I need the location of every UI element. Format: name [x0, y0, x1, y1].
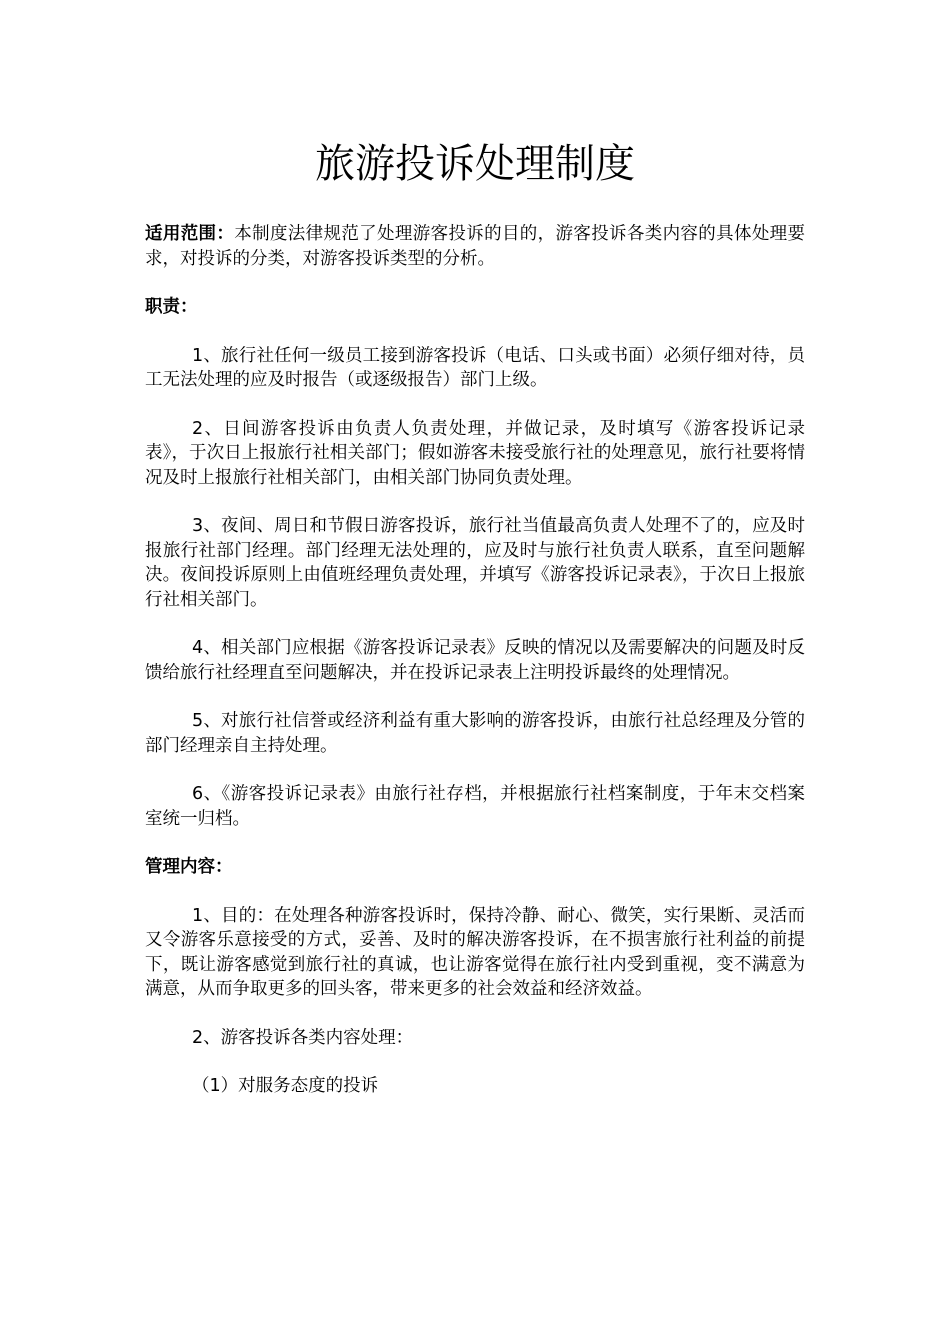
management-item-2: 2、游客投诉各类内容处理： — [192, 1027, 414, 1048]
duties-heading: 职责： — [145, 297, 198, 317]
duty-item-1: 1、旅行社任何一级员工接到游客投诉（电话、口头或书面）必须仔细对待，员工无法处理的应及时报告（或逐级报告）部门上级。 — [145, 345, 805, 390]
management-item-1: 1、目的：在处理各种游客投诉时，保持冷静、耐心、微笑，实行果断、灵活而又令游客乐意接受的方式，妥善、及时的解决游客投诉，在不损害旅行社利益的前提下，既让游客感觉到旅行社的真诚，也让游客觉得在旅行社内受到重视，变不满意为满意，从而争取更多的回头客，带来更多的社会效益和经济效益。 — [145, 905, 805, 999]
scope-label: 适用范围： — [145, 224, 235, 244]
duty-item-2: 2、日间游客投诉由负责人负责处理，并做记录，及时填写《游客投诉记录表》，于次日上报旅行社相关部门；假如游客未接受旅行社的处理意见，旅行社要将情况及时上报旅行社相关部门，由相关部门协同负责处理。 — [145, 418, 805, 488]
scope-text: 本制度法律规范了处理游客投诉的目的，游客投诉各类内容的具体处理要求，对投诉的分类，对游客投诉类型的分析。 — [145, 224, 806, 269]
duty-item-6: 6、《游客投诉记录表》由旅行社存档，并根据旅行社档案制度，于年末交档案室统一归档。 — [145, 784, 805, 829]
management-item-3: （1）对服务态度的投诉 — [192, 1076, 379, 1096]
scope-paragraph — [145, 222, 805, 271]
duty-item-3: 3、夜间、周日和节假日游客投诉，旅行社当值最高负责人处理不了的，应及时报旅行社部门经理。部门经理无法处理的，应及时与旅行社负责人联系，直至问题解决。夜间投诉原则上由值班经理负责处理，并填写《游客投诉记录表》，于次日上报旅行社相关部门。 — [145, 516, 805, 610]
duty-item-5: 5、对旅行社信誉或经济利益有重大影响的游客投诉，由旅行社总经理及分管的部门经理亲自主持处理。 — [145, 711, 805, 756]
document-title: 旅游投诉处理制度 — [315, 141, 635, 187]
duty-item-4: 4、相关部门应根据《游客投诉记录表》反映的情况以及需要解决的问题及时反馈给旅行社经理直至问题解决，并在投诉记录表上注明投诉最终的处理情况。 — [145, 638, 805, 683]
management-heading: 管理内容： — [145, 857, 233, 877]
document-body — [145, 222, 805, 1123]
